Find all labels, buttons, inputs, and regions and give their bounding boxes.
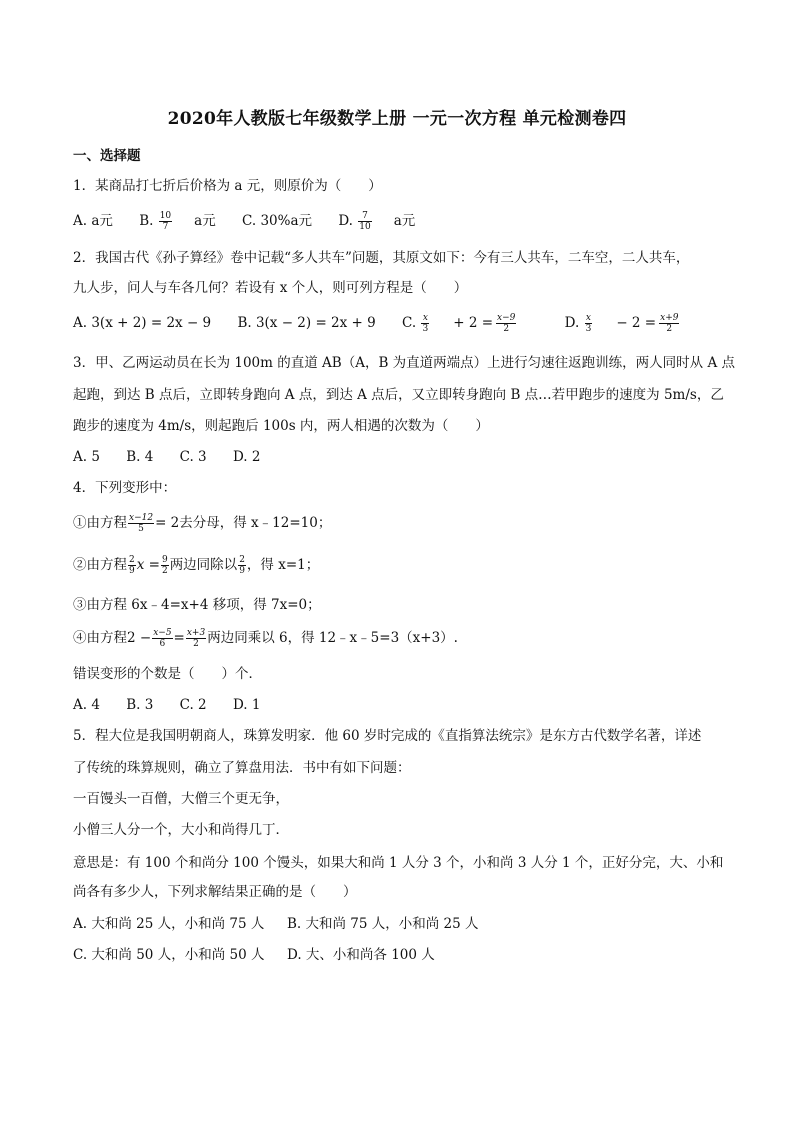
question-5-line-6: 尚各有多少人，下列求解结果正确的是（ ） xyxy=(73,884,357,900)
question-2-line-2: 九人步，问人与车各几何？若设有 x 个人，则可列方程是（ ） xyxy=(73,280,468,296)
option-a: A. 4 xyxy=(73,697,100,713)
question-5-line-1: 5．程大位是我国明朝商人，珠算发明家．他 60 岁时完成的《直指算法统宗》是东方古代数学名著，详述 xyxy=(73,728,702,744)
question-3-options xyxy=(73,447,733,467)
question-4-item-2: ②由方程 $\frac{2}{9}$ x = $\frac{9}{2}$ 两边同除以 $\frac{2}{9}$ ，得 x=1； xyxy=(73,555,320,576)
option-b: B. 3 xyxy=(126,697,154,713)
question-4-item-3: ③由方程 6x﹣4=x+4 移项，得 7x=0； xyxy=(73,597,321,613)
question-4-item-4: ④由方程2 − $\frac{x-5}{6}$ = $\frac{x+3}{2}$ 两边同乘以 6，得 12﹣x﹣5=3（x+3）. xyxy=(73,628,458,649)
question-3-line-1: 3．甲、乙两运动员在长为 100m 的直道 AB（A，B 为直道两端点）上进行匀速往返跑训练，两人同时从 A 点 xyxy=(73,355,735,371)
option-b: B. 大和尚 75 人，小和尚 25 人 xyxy=(287,916,479,932)
option-d: D. 2 xyxy=(232,449,261,465)
question-2-options xyxy=(73,313,733,334)
option-b: B. 3(x − 2) = 2x + 9 xyxy=(237,315,376,331)
option-c: C. $\frac{x}{3}$ + 2 = $\frac{x-9}{2}$ xyxy=(402,313,516,334)
option-b: B. $\frac{10}{7}$ a元 xyxy=(139,211,216,232)
option-d: D. $\frac{x}{3}$ − 2 = $\frac{x+9}{2}$ xyxy=(564,313,679,334)
option-a: A. 5 xyxy=(73,449,100,465)
option-a: A. a元 xyxy=(73,213,113,229)
question-4-options xyxy=(73,695,733,715)
question-4-stem: 4．下列变形中： xyxy=(73,480,177,496)
question-2-line-1: 2．我国古代《孙子算经》卷中记载“多人共车”问题，其原文如下：今有三人共车，二车空，二人共车， xyxy=(73,250,690,266)
question-5-poem-line-2: 小僧三人分一个，大小和尚得几丁． xyxy=(73,822,289,838)
question-4-prompt: 错误变形的个数是（ ）个． xyxy=(73,666,262,682)
question-3-line-2: 起跑，到达 B 点后，立即转身跑向 A 点，到达 A 点后，又立即转身跑向 B 点…若甲跑步的速度为 5m/s，乙 xyxy=(73,387,724,403)
section-heading: 一、选择题 xyxy=(73,148,141,164)
option-c: C. 2 xyxy=(179,697,207,713)
option-c: C. 30%a元 xyxy=(242,213,313,229)
option-c: C. 大和尚 50 人，小和尚 50 人 xyxy=(73,947,265,963)
question-4-item-1: ①由方程 $\frac{x-12}{5}$ = 2去分母，得 x﹣12=10； xyxy=(73,513,332,534)
option-d: D. $\frac{7}{10}$ a元 xyxy=(338,211,416,232)
question-5-poem-line-1: 一百馒头一百僧，大僧三个更无争， xyxy=(73,791,289,807)
document-title: 2020年人教版七年级数学上册 一元一次方程 单元检测卷四 xyxy=(167,109,627,129)
option-c: C. 3 xyxy=(179,449,207,465)
option-a: A. 3(x + 2) = 2x − 9 xyxy=(73,315,212,331)
option-a: A. 大和尚 25 人，小和尚 75 人 xyxy=(73,916,265,932)
question-3-line-3: 跑步的速度为 4m/s，则起跑后 100s 内，两人相遇的次数为（ ） xyxy=(73,418,489,434)
option-d: D. 1 xyxy=(232,697,261,713)
option-d: D. 大、小和尚各 100 人 xyxy=(287,947,435,963)
question-1-options xyxy=(73,211,733,232)
option-b: B. 4 xyxy=(126,449,154,465)
question-5-options-row-2 xyxy=(73,945,733,965)
question-5-line-5: 意思是：有 100 个和尚分 100 个馒头，如果大和尚 1 人分 3 个，小和尚 3 人分 1 个，正好分完，大、小和 xyxy=(73,855,724,871)
question-1-stem: 1．某商品打七折后价格为 a 元，则原价为（ ） xyxy=(73,178,382,194)
question-5-line-2: 了传统的珠算规则，确立了算盘用法．书中有如下问题： xyxy=(73,760,411,776)
question-5-options-row-1 xyxy=(73,914,733,934)
